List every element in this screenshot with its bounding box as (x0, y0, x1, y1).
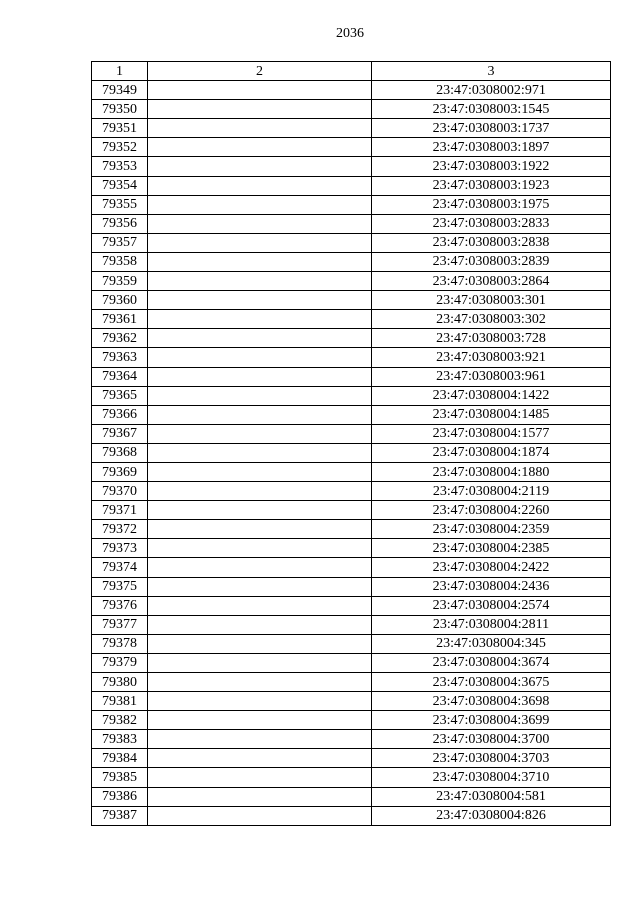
table-row (92, 233, 611, 252)
table-row (92, 119, 611, 138)
row-name-cell (148, 596, 372, 615)
table-row (92, 214, 611, 233)
row-name-cell (148, 653, 372, 672)
row-name-cell (148, 692, 372, 711)
registry-table (91, 61, 611, 826)
row-name-cell (148, 482, 372, 501)
row-name-cell (148, 252, 372, 271)
table-header (92, 62, 611, 81)
table-row (92, 653, 611, 672)
row-number-cell: 79350 (92, 100, 148, 119)
cadastral-number-cell: 23:47:0308004:2574 (372, 596, 611, 615)
table-row (92, 424, 611, 443)
cadastral-number-cell: 23:47:0308003:2864 (372, 272, 611, 291)
table-row (92, 692, 611, 711)
row-name-cell (148, 367, 372, 386)
table-row (92, 520, 611, 539)
column-header-2: 2 (148, 62, 372, 81)
row-number-cell: 79375 (92, 577, 148, 596)
row-name-cell (148, 214, 372, 233)
row-number-cell: 79367 (92, 424, 148, 443)
cadastral-number-cell: 23:47:0308004:1422 (372, 386, 611, 405)
row-name-cell (148, 768, 372, 787)
cadastral-number-cell: 23:47:0308003:1923 (372, 176, 611, 195)
row-name-cell (148, 615, 372, 634)
cadastral-number-cell: 23:47:0308004:1880 (372, 462, 611, 481)
row-number-cell: 79366 (92, 405, 148, 424)
cadastral-number-cell: 23:47:0308003:2833 (372, 214, 611, 233)
cadastral-number-cell: 23:47:0308004:2436 (372, 577, 611, 596)
row-name-cell (148, 386, 372, 405)
table-row (92, 577, 611, 596)
table-row (92, 482, 611, 501)
row-name-cell (148, 539, 372, 558)
table-row (92, 806, 611, 825)
row-name-cell (148, 157, 372, 176)
row-name-cell (148, 577, 372, 596)
cadastral-number-cell: 23:47:0308004:3703 (372, 749, 611, 768)
row-number-cell: 79356 (92, 214, 148, 233)
row-number-cell: 79370 (92, 482, 148, 501)
cadastral-number-cell: 23:47:0308004:2422 (372, 558, 611, 577)
cadastral-number-cell: 23:47:0308004:581 (372, 787, 611, 806)
row-number-cell: 79374 (92, 558, 148, 577)
cadastral-number-cell: 23:47:0308004:345 (372, 634, 611, 653)
row-number-cell: 79365 (92, 386, 148, 405)
cadastral-number-cell: 23:47:0308004:3674 (372, 653, 611, 672)
row-number-cell: 79351 (92, 119, 148, 138)
cadastral-number-cell: 23:47:0308004:1577 (372, 424, 611, 443)
row-name-cell (148, 119, 372, 138)
row-number-cell: 79379 (92, 653, 148, 672)
cadastral-number-cell: 23:47:0308003:1975 (372, 195, 611, 214)
table-row (92, 749, 611, 768)
cadastral-number-cell: 23:47:0308004:2811 (372, 615, 611, 634)
table-row (92, 558, 611, 577)
cadastral-number-cell: 23:47:0308004:3710 (372, 768, 611, 787)
cadastral-number-cell: 23:47:0308004:2385 (372, 539, 611, 558)
row-name-cell (148, 806, 372, 825)
column-header-1: 1 (92, 62, 148, 81)
row-name-cell (148, 100, 372, 119)
row-name-cell (148, 329, 372, 348)
cadastral-number-cell: 23:47:0308003:1737 (372, 119, 611, 138)
table-row (92, 443, 611, 462)
row-number-cell: 79386 (92, 787, 148, 806)
row-name-cell (148, 443, 372, 462)
table-row (92, 462, 611, 481)
table-row (92, 329, 611, 348)
row-number-cell: 79362 (92, 329, 148, 348)
table-row (92, 730, 611, 749)
cadastral-number-cell: 23:47:0308004:1874 (372, 443, 611, 462)
header-row (92, 62, 611, 81)
row-name-cell (148, 730, 372, 749)
row-number-cell: 79377 (92, 615, 148, 634)
cadastral-number-cell: 23:47:0308003:302 (372, 310, 611, 329)
table-row (92, 501, 611, 520)
cadastral-number-cell: 23:47:0308004:3675 (372, 673, 611, 692)
row-number-cell: 79353 (92, 157, 148, 176)
table-row (92, 252, 611, 271)
row-name-cell (148, 291, 372, 310)
table-row (92, 138, 611, 157)
cadastral-number-cell: 23:47:0308003:921 (372, 348, 611, 367)
table-row (92, 291, 611, 310)
table-row (92, 615, 611, 634)
cadastral-number-cell: 23:47:0308004:1485 (372, 405, 611, 424)
row-number-cell: 79387 (92, 806, 148, 825)
row-name-cell (148, 749, 372, 768)
table-row (92, 634, 611, 653)
row-name-cell (148, 176, 372, 195)
row-name-cell (148, 310, 372, 329)
row-name-cell (148, 711, 372, 730)
page-number: 2036 (336, 26, 364, 41)
table-row (92, 539, 611, 558)
table-row (92, 272, 611, 291)
row-name-cell (148, 348, 372, 367)
table-row (92, 787, 611, 806)
cadastral-number-cell: 23:47:0308003:1897 (372, 138, 611, 157)
row-name-cell (148, 138, 372, 157)
row-number-cell: 79368 (92, 443, 148, 462)
cadastral-number-cell: 23:47:0308004:3698 (372, 692, 611, 711)
row-name-cell (148, 520, 372, 539)
row-name-cell (148, 787, 372, 806)
cadastral-number-cell: 23:47:0308003:728 (372, 329, 611, 348)
cadastral-number-cell: 23:47:0308003:301 (372, 291, 611, 310)
cadastral-number-cell: 23:47:0308003:2838 (372, 233, 611, 252)
table-row (92, 176, 611, 195)
table-row (92, 768, 611, 787)
row-number-cell: 79369 (92, 462, 148, 481)
row-number-cell: 79381 (92, 692, 148, 711)
row-number-cell: 79349 (92, 81, 148, 100)
row-number-cell: 79380 (92, 673, 148, 692)
row-name-cell (148, 462, 372, 481)
cadastral-number-cell: 23:47:0308004:3700 (372, 730, 611, 749)
row-number-cell: 79382 (92, 711, 148, 730)
row-name-cell (148, 195, 372, 214)
cadastral-number-cell: 23:47:0308004:826 (372, 806, 611, 825)
table-row (92, 100, 611, 119)
row-number-cell: 79383 (92, 730, 148, 749)
row-name-cell (148, 501, 372, 520)
row-name-cell (148, 405, 372, 424)
row-name-cell (148, 272, 372, 291)
table-row (92, 348, 611, 367)
table-row (92, 711, 611, 730)
cadastral-number-cell: 23:47:0308003:1545 (372, 100, 611, 119)
table-row (92, 157, 611, 176)
row-number-cell: 79385 (92, 768, 148, 787)
table-row (92, 596, 611, 615)
table-body (92, 81, 611, 826)
row-name-cell (148, 558, 372, 577)
row-number-cell: 79371 (92, 501, 148, 520)
table-row (92, 386, 611, 405)
table-row (92, 673, 611, 692)
row-number-cell: 79364 (92, 367, 148, 386)
cadastral-number-cell: 23:47:0308002:971 (372, 81, 611, 100)
cadastral-number-cell: 23:47:0308003:2839 (372, 252, 611, 271)
table-row (92, 405, 611, 424)
row-name-cell (148, 81, 372, 100)
cadastral-number-cell: 23:47:0308004:2260 (372, 501, 611, 520)
cadastral-number-cell: 23:47:0308004:2119 (372, 482, 611, 501)
table-row (92, 367, 611, 386)
row-number-cell: 79384 (92, 749, 148, 768)
row-number-cell: 79378 (92, 634, 148, 653)
row-number-cell: 79363 (92, 348, 148, 367)
row-number-cell: 79357 (92, 233, 148, 252)
row-number-cell: 79358 (92, 252, 148, 271)
row-name-cell (148, 673, 372, 692)
cadastral-number-cell: 23:47:0308003:961 (372, 367, 611, 386)
table-row (92, 195, 611, 214)
row-number-cell: 79359 (92, 272, 148, 291)
row-number-cell: 79361 (92, 310, 148, 329)
column-header-3: 3 (372, 62, 611, 81)
row-number-cell: 79376 (92, 596, 148, 615)
cadastral-number-cell: 23:47:0308004:3699 (372, 711, 611, 730)
cadastral-number-cell: 23:47:0308003:1922 (372, 157, 611, 176)
row-name-cell (148, 233, 372, 252)
row-number-cell: 79360 (92, 291, 148, 310)
row-number-cell: 79352 (92, 138, 148, 157)
row-number-cell: 79355 (92, 195, 148, 214)
row-number-cell: 79354 (92, 176, 148, 195)
table-row (92, 81, 611, 100)
row-number-cell: 79373 (92, 539, 148, 558)
row-name-cell (148, 634, 372, 653)
table-row (92, 310, 611, 329)
row-number-cell: 79372 (92, 520, 148, 539)
cadastral-number-cell: 23:47:0308004:2359 (372, 520, 611, 539)
row-name-cell (148, 424, 372, 443)
